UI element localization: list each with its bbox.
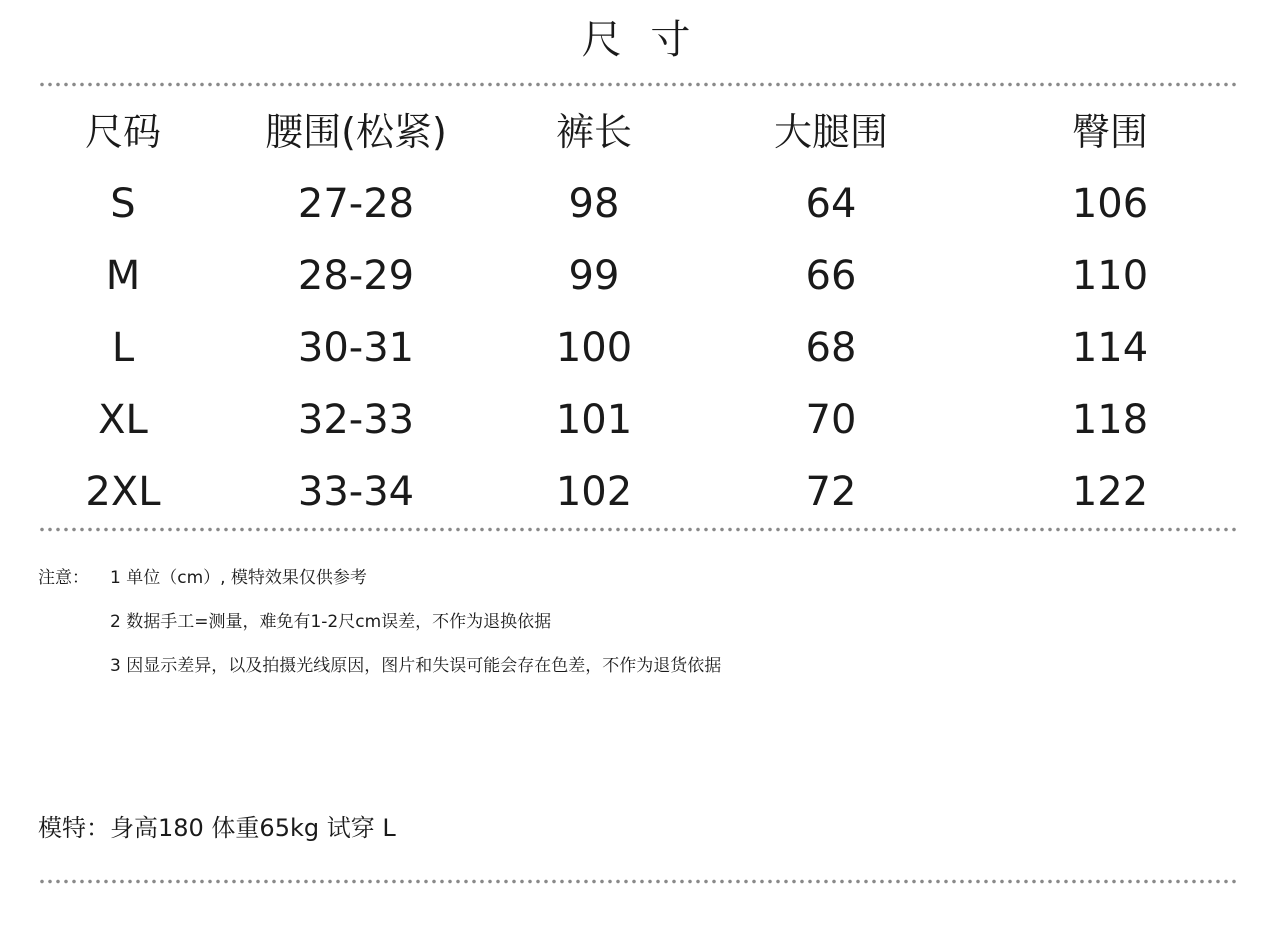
cell-thigh: 66 — [805, 253, 857, 299]
dotted-divider-middle — [38, 527, 1236, 532]
table-row — [0, 384, 1280, 456]
cell-hip: 114 — [1071, 325, 1149, 371]
page-title: 尺 寸 — [581, 17, 699, 63]
cell-waist: 33-34 — [297, 469, 415, 515]
dotted-divider-bottom — [38, 879, 1236, 884]
dotted-divider-top — [38, 82, 1236, 87]
cell-size: XL — [98, 397, 148, 443]
cell-length: 102 — [555, 469, 633, 515]
cell-hip: 106 — [1071, 181, 1149, 227]
note-text: 1 单位（cm）, 模特效果仅供参考 — [110, 568, 367, 588]
cell-waist: 32-33 — [297, 397, 415, 443]
cell-size: L — [111, 325, 135, 371]
cell-size: S — [110, 181, 136, 227]
cell-hip: 118 — [1071, 397, 1149, 443]
header-length: 裤长 — [555, 110, 632, 154]
cell-waist: 27-28 — [297, 181, 415, 227]
table-row — [0, 168, 1280, 240]
header-waist: 腰围(松紧) — [265, 110, 447, 154]
cell-length: 101 — [555, 397, 633, 443]
note-text: 2 数据手工=测量，难免有1-2尺cm误差，不作为退换依据 — [110, 612, 552, 632]
cell-waist: 28-29 — [297, 253, 415, 299]
table-row — [0, 312, 1280, 384]
cell-size: 2XL — [85, 469, 161, 515]
size-table — [0, 96, 1280, 528]
cell-hip: 122 — [1071, 469, 1149, 515]
header-size: 尺码 — [84, 110, 161, 154]
table-header-row — [0, 96, 1280, 168]
table-row — [0, 240, 1280, 312]
notes-section — [38, 556, 721, 688]
cell-length: 98 — [568, 181, 620, 227]
notes-prefix: 注意： — [38, 568, 89, 588]
cell-length: 99 — [568, 253, 620, 299]
cell-waist: 30-31 — [297, 325, 415, 371]
model-info: 模特：身高180 体重65kg 试穿 L — [38, 814, 396, 842]
cell-hip: 110 — [1071, 253, 1149, 299]
note-text: 3 因显示差异，以及拍摄光线原因，图片和失误可能会存在色差，不作为退货依据 — [110, 656, 722, 676]
cell-thigh: 68 — [805, 325, 857, 371]
cell-length: 100 — [555, 325, 633, 371]
cell-thigh: 64 — [805, 181, 857, 227]
cell-thigh: 70 — [805, 397, 857, 443]
note-line — [38, 556, 721, 600]
note-line — [38, 644, 721, 688]
cell-thigh: 72 — [805, 469, 857, 515]
cell-size: M — [105, 253, 141, 299]
header-thigh: 大腿围 — [773, 110, 888, 154]
note-line — [38, 600, 721, 644]
table-row — [0, 456, 1280, 528]
header-hip: 臀围 — [1071, 110, 1148, 154]
